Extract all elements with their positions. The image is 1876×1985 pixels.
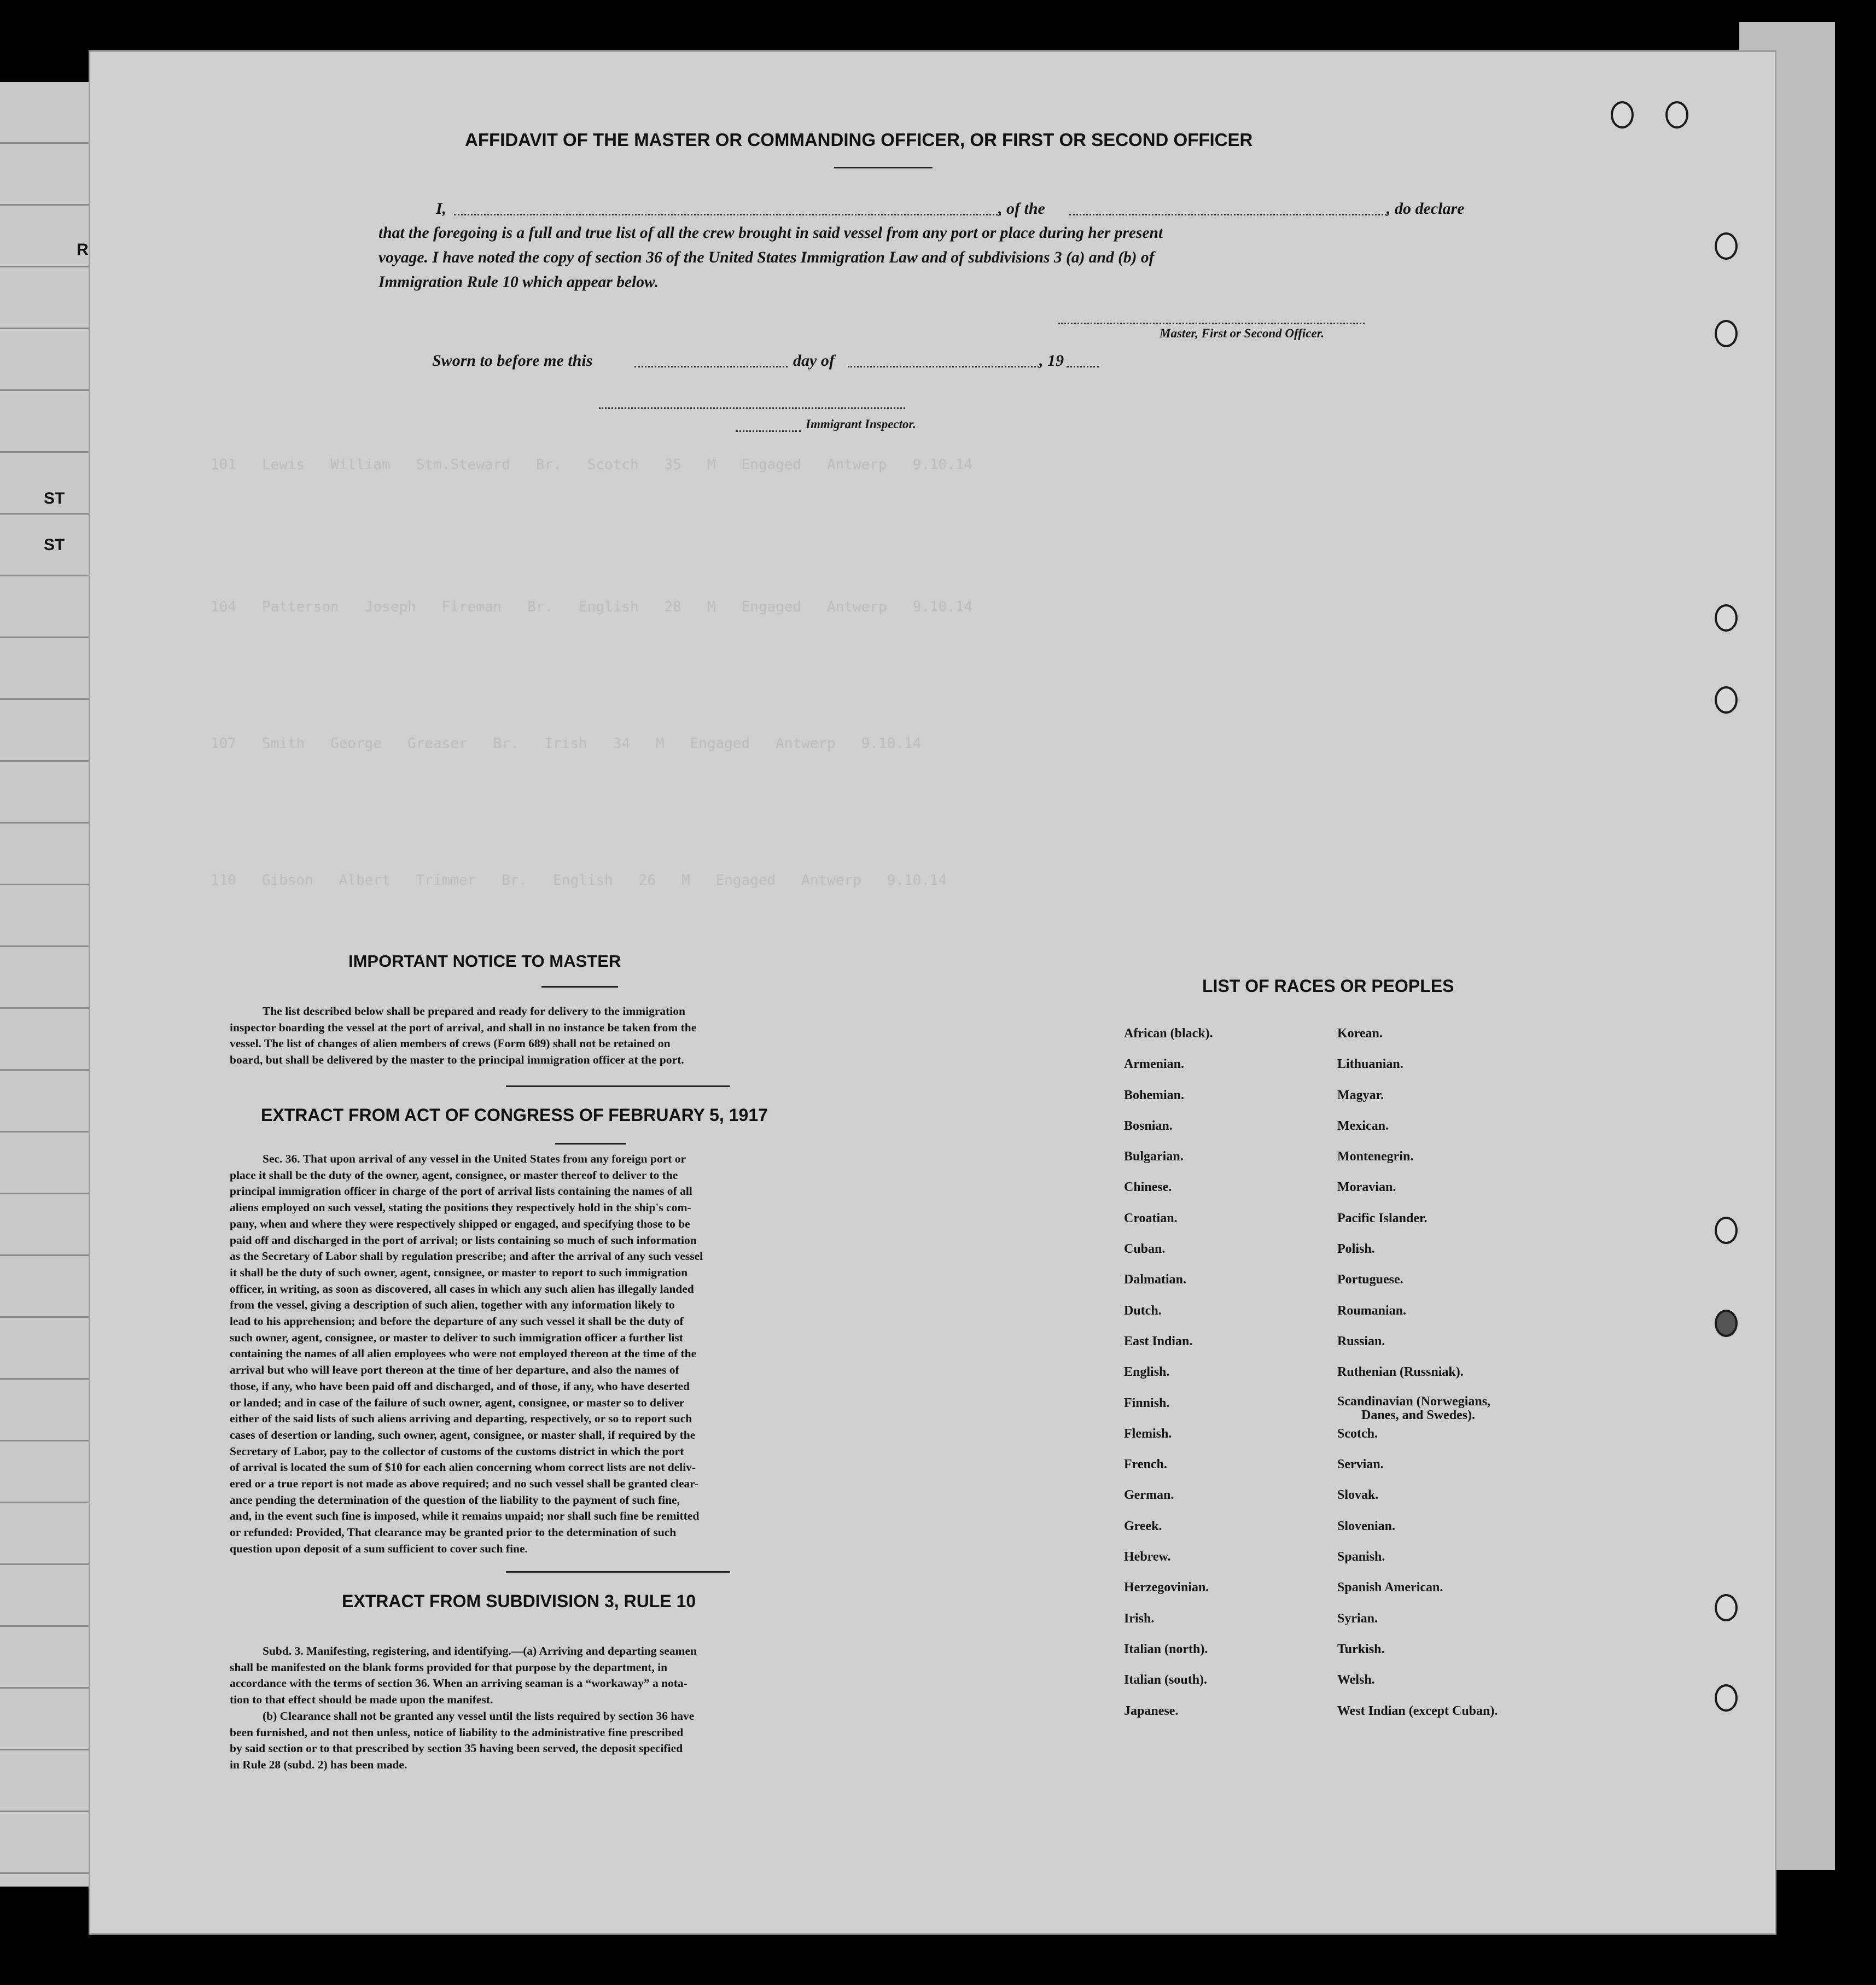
section-divider xyxy=(506,1085,730,1087)
margin-mark-st-1: ST xyxy=(44,489,65,507)
punch-hole xyxy=(1715,232,1738,260)
act-line: such owner, agent, consignee, or master to deliver to such immigration officer a further list xyxy=(230,1330,684,1344)
bleed-through-row: 101 Lewis William Stm.Steward Br. Scotch 35 M Engaged Antwerp 9.10.14 xyxy=(211,457,973,473)
rule-line: shall be manifested on the blank forms provided for that purpose by the department, in xyxy=(230,1660,668,1674)
bleed-through-row: 107 Smith George Greaser Br. Irish 34 M Engaged Antwerp 9.10.14 xyxy=(211,735,922,752)
race-item: Greek. xyxy=(1124,1519,1162,1533)
race-item: Japanese. xyxy=(1124,1703,1179,1718)
race-item: Mexican. xyxy=(1337,1118,1389,1133)
race-item: Scotch. xyxy=(1337,1426,1378,1441)
act-line: or landed; and in case of the failure of such owner, agent, consignee, or master so to deliver xyxy=(230,1396,685,1409)
race-item: Bosnian. xyxy=(1124,1118,1173,1133)
sworn-year-line xyxy=(1067,366,1099,367)
race-item: East Indian. xyxy=(1124,1334,1193,1348)
rule-extract-title: EXTRACT FROM SUBDIVISION 3, RULE 10 xyxy=(342,1591,696,1611)
race-item: Spanish American. xyxy=(1337,1580,1443,1595)
race-item: Slovenian. xyxy=(1337,1519,1396,1533)
race-item: English. xyxy=(1124,1365,1170,1380)
act-line: place it shall be the duty of the owner, agent, consignee, or master thereof to deliver to the xyxy=(230,1168,678,1182)
inspector-short-line xyxy=(736,430,801,432)
race-item: Dutch. xyxy=(1124,1303,1162,1318)
notice-line: vessel. The list of changes of alien members of crews (Form 689) shall not be retained on xyxy=(230,1037,671,1050)
declare-label: , do declare xyxy=(1386,200,1465,218)
race-item: Armenian. xyxy=(1124,1057,1184,1072)
act-line: question upon deposit of a sum sufficient to cover such fine. xyxy=(230,1542,528,1555)
race-item xyxy=(1337,1395,1498,1426)
notice-title: IMPORTANT NOTICE TO MASTER xyxy=(348,951,621,971)
inspector-caption: Immigrant Inspector. xyxy=(806,417,916,431)
races-right-column xyxy=(1337,1025,1498,1733)
act-line: ance pending the determination of the question of the liability to the payment of such fine, xyxy=(230,1493,680,1507)
race-item: Italian (south). xyxy=(1124,1673,1208,1688)
race-item: Lithuanian. xyxy=(1337,1057,1403,1072)
rule-line: been furnished, and not then unless, notice of liability to the administrative fine prescribed xyxy=(230,1725,684,1739)
punch-hole xyxy=(1715,1684,1738,1712)
rule-line: tion to that effect should be made upon the manifest. xyxy=(230,1693,493,1707)
margin-mark-r: R xyxy=(77,241,89,259)
race-item: Korean. xyxy=(1337,1026,1383,1041)
race-item: Spanish. xyxy=(1337,1550,1385,1564)
rule-line: by said section or to that prescribed by section 35 having been served, the deposit specified xyxy=(230,1742,683,1755)
race-item: Cuban. xyxy=(1124,1242,1166,1257)
races-title: LIST OF RACES OR PEOPLES xyxy=(1202,976,1454,996)
race-item: Russian. xyxy=(1337,1334,1385,1348)
race-item: French. xyxy=(1124,1457,1167,1472)
vessel-line xyxy=(1069,214,1386,215)
punch-hole xyxy=(1715,320,1738,347)
act-extract-title: EXTRACT FROM ACT OF CONGRESS OF FEBRUARY 5, 1917 xyxy=(261,1105,768,1125)
race-item: Herzegovinian. xyxy=(1124,1580,1209,1595)
margin-mark-st-2: ST xyxy=(44,536,65,554)
rule-line: in Rule 28 (subd. 2) has been made. xyxy=(230,1758,407,1771)
race-item: Chinese. xyxy=(1124,1180,1172,1195)
race-item: Welsh. xyxy=(1337,1673,1375,1688)
act-line: Secretary of Labor, pay to the collector of customs of the customs district in which the port xyxy=(230,1444,684,1458)
inspector-signature-line xyxy=(599,407,905,409)
act-line: or refunded: Provided, That clearance may be granted prior to the determination of such xyxy=(230,1526,677,1539)
punch-hole xyxy=(1611,101,1634,129)
race-item: Flemish. xyxy=(1124,1426,1172,1441)
race-item: African (black). xyxy=(1124,1026,1213,1041)
act-line: principal immigration officer in charge of the port of arrival lists containing the names of all xyxy=(230,1184,692,1198)
race-item: Servian. xyxy=(1337,1457,1384,1472)
rule-line: (b) Clearance shall not be granted any vessel until the lists required by section 36 have xyxy=(263,1709,695,1723)
bleed-through-row: 110 Gibson Albert Trimmer Br. English 26 M Engaged Antwerp 9.10.14 xyxy=(211,872,947,889)
act-line: paid off and discharged in the port of arrival; or lists containing so much of such information xyxy=(230,1233,697,1247)
master-signature-line xyxy=(1058,323,1365,324)
race-item: West Indian (except Cuban). xyxy=(1337,1703,1498,1718)
affidavit-title: AFFIDAVIT OF THE MASTER OR COMMANDING OFFICER, OR FIRST OR SECOND OFFICER xyxy=(465,130,1253,150)
race-item-scandinavian-continued: Danes, and Swedes). xyxy=(1361,1408,1476,1422)
race-item: Pacific Islander. xyxy=(1337,1211,1428,1225)
act-line: ered or a true report is not made as above required; and no such vessel shall be granted clear- xyxy=(230,1477,699,1491)
act-line: Sec. 36. That upon arrival of any vessel in the United States from any foreign port or xyxy=(263,1152,686,1165)
race-item: Magyar. xyxy=(1337,1088,1384,1102)
act-line: those, if any, who have been paid off and discharged, and of those, if any, who have deserted xyxy=(230,1379,690,1393)
race-item: Moravian. xyxy=(1337,1180,1396,1195)
of-the-label: , of the xyxy=(998,200,1045,218)
races-left-column xyxy=(1124,1025,1213,1733)
race-item: Bohemian. xyxy=(1124,1088,1185,1102)
day-of-label: day of xyxy=(793,352,835,370)
sworn-label: Sworn to before me this xyxy=(432,352,593,370)
master-signature-caption: Master, First or Second Officer. xyxy=(1160,326,1325,340)
act-paragraph xyxy=(230,1151,933,1557)
race-item: Dalmatian. xyxy=(1124,1272,1186,1287)
act-line: lead to his apprehension; and before the departure of any such vessel it shall be the duty of xyxy=(230,1315,684,1328)
act-line: of arrival is located the sum of $10 for each alien concerning whom correct lists are not deliv- xyxy=(230,1461,696,1474)
notice-rule xyxy=(541,986,618,988)
act-line: and, in the event such fine is imposed, while it remains unpaid; nor shall such fine be remitted xyxy=(230,1509,700,1523)
punch-hole xyxy=(1715,1217,1738,1244)
statement-line-3: Immigration Rule 10 which appear below. xyxy=(378,273,659,291)
rule-paragraph xyxy=(230,1643,933,1773)
race-item: Turkish. xyxy=(1337,1642,1385,1656)
act-line: as the Secretary of Labor shall by regulation prescribe; and after the arrival of any such vessel xyxy=(230,1250,703,1263)
race-item: German. xyxy=(1124,1488,1174,1503)
act-line: aliens employed on such vessel, stating the positions they respectively hold in the ship's com- xyxy=(230,1201,691,1215)
punch-hole xyxy=(1665,101,1688,129)
statement-line-2: voyage. I have noted the copy of section 36 of the United States Immigration Law and of subdivisions 3 (a) and (b) of xyxy=(378,249,1155,266)
race-item: Portuguese. xyxy=(1337,1272,1403,1287)
race-item: Bulgarian. xyxy=(1124,1149,1184,1164)
year-label: , 19 xyxy=(1039,352,1064,370)
punch-hole xyxy=(1715,1310,1738,1337)
section-divider xyxy=(506,1571,730,1573)
statement-line-1: that the foregoing is a full and true list of all the crew brought in said vessel from any port or place during her present xyxy=(378,224,1163,242)
race-item: Montenegrin. xyxy=(1337,1149,1414,1164)
race-item: Roumanian. xyxy=(1337,1303,1407,1318)
act-rule xyxy=(555,1143,626,1145)
sworn-day-line xyxy=(634,366,788,367)
act-line: cases of desertion or landing, such owner, agent, consignee, or master shall, if required by the xyxy=(230,1428,696,1441)
race-item: Syrian. xyxy=(1337,1611,1378,1626)
act-line: arrival but who will leave port thereon at the time of her departure, and also the names of xyxy=(230,1363,679,1377)
sworn-month-line xyxy=(848,366,1039,367)
punch-hole xyxy=(1715,1594,1738,1621)
i-label: I, xyxy=(436,200,447,218)
race-item: Croatian. xyxy=(1124,1211,1178,1225)
race-item: Slovak. xyxy=(1337,1488,1379,1503)
act-line: officer, in writing, as soon as discovered, all cases in which any such alien has illegally landed xyxy=(230,1282,694,1295)
notice-line: The list described below shall be prepared and ready for delivery to the immigration xyxy=(263,1005,685,1018)
race-item-scandinavian: Scandinavian (Norwegians, xyxy=(1337,1394,1491,1409)
race-item: Hebrew. xyxy=(1124,1550,1171,1564)
rule-line: Subd. 3. Manifesting, registering, and identifying.—(a) Arriving and departing seamen xyxy=(263,1644,697,1657)
notice-line: inspector boarding the vessel at the port of arrival, and shall in no instance be taken from the xyxy=(230,1020,697,1034)
act-line: it shall be the duty of such owner, agent, consignee, or master to report to such immigration xyxy=(230,1265,688,1279)
race-item: Ruthenian (Russniak). xyxy=(1337,1365,1464,1380)
act-line: from the vessel, giving a description of such alien, together with any information likely to xyxy=(230,1298,675,1312)
notice-paragraph xyxy=(230,1003,933,1069)
act-line: either of the said lists of such aliens arriving and departing, respectively, or so to report such xyxy=(230,1412,692,1426)
notice-line: board, but shall be delivered by the master to the principal immigration officer at the port. xyxy=(230,1053,684,1067)
rule-line: accordance with the terms of section 36. When an arriving seaman is a “workaway” a nota- xyxy=(230,1677,688,1690)
punch-hole xyxy=(1715,604,1738,632)
act-line: pany, when and where they were respectively shipped or engaged, and specifying those to be xyxy=(230,1217,690,1230)
race-item: Polish. xyxy=(1337,1242,1375,1257)
title-rule xyxy=(834,167,933,168)
race-item: Irish. xyxy=(1124,1611,1155,1626)
act-line: containing the names of all alien employees who were not employed thereon at the time of the xyxy=(230,1347,697,1361)
bleed-through-row: 104 Patterson Joseph Fireman Br. English 28 M Engaged Antwerp 9.10.14 xyxy=(211,599,973,615)
name-line xyxy=(454,214,1001,215)
punch-hole xyxy=(1715,686,1738,714)
race-item: Finnish. xyxy=(1124,1396,1170,1410)
race-item: Italian (north). xyxy=(1124,1642,1208,1656)
manifest-back-page xyxy=(90,52,1775,1933)
